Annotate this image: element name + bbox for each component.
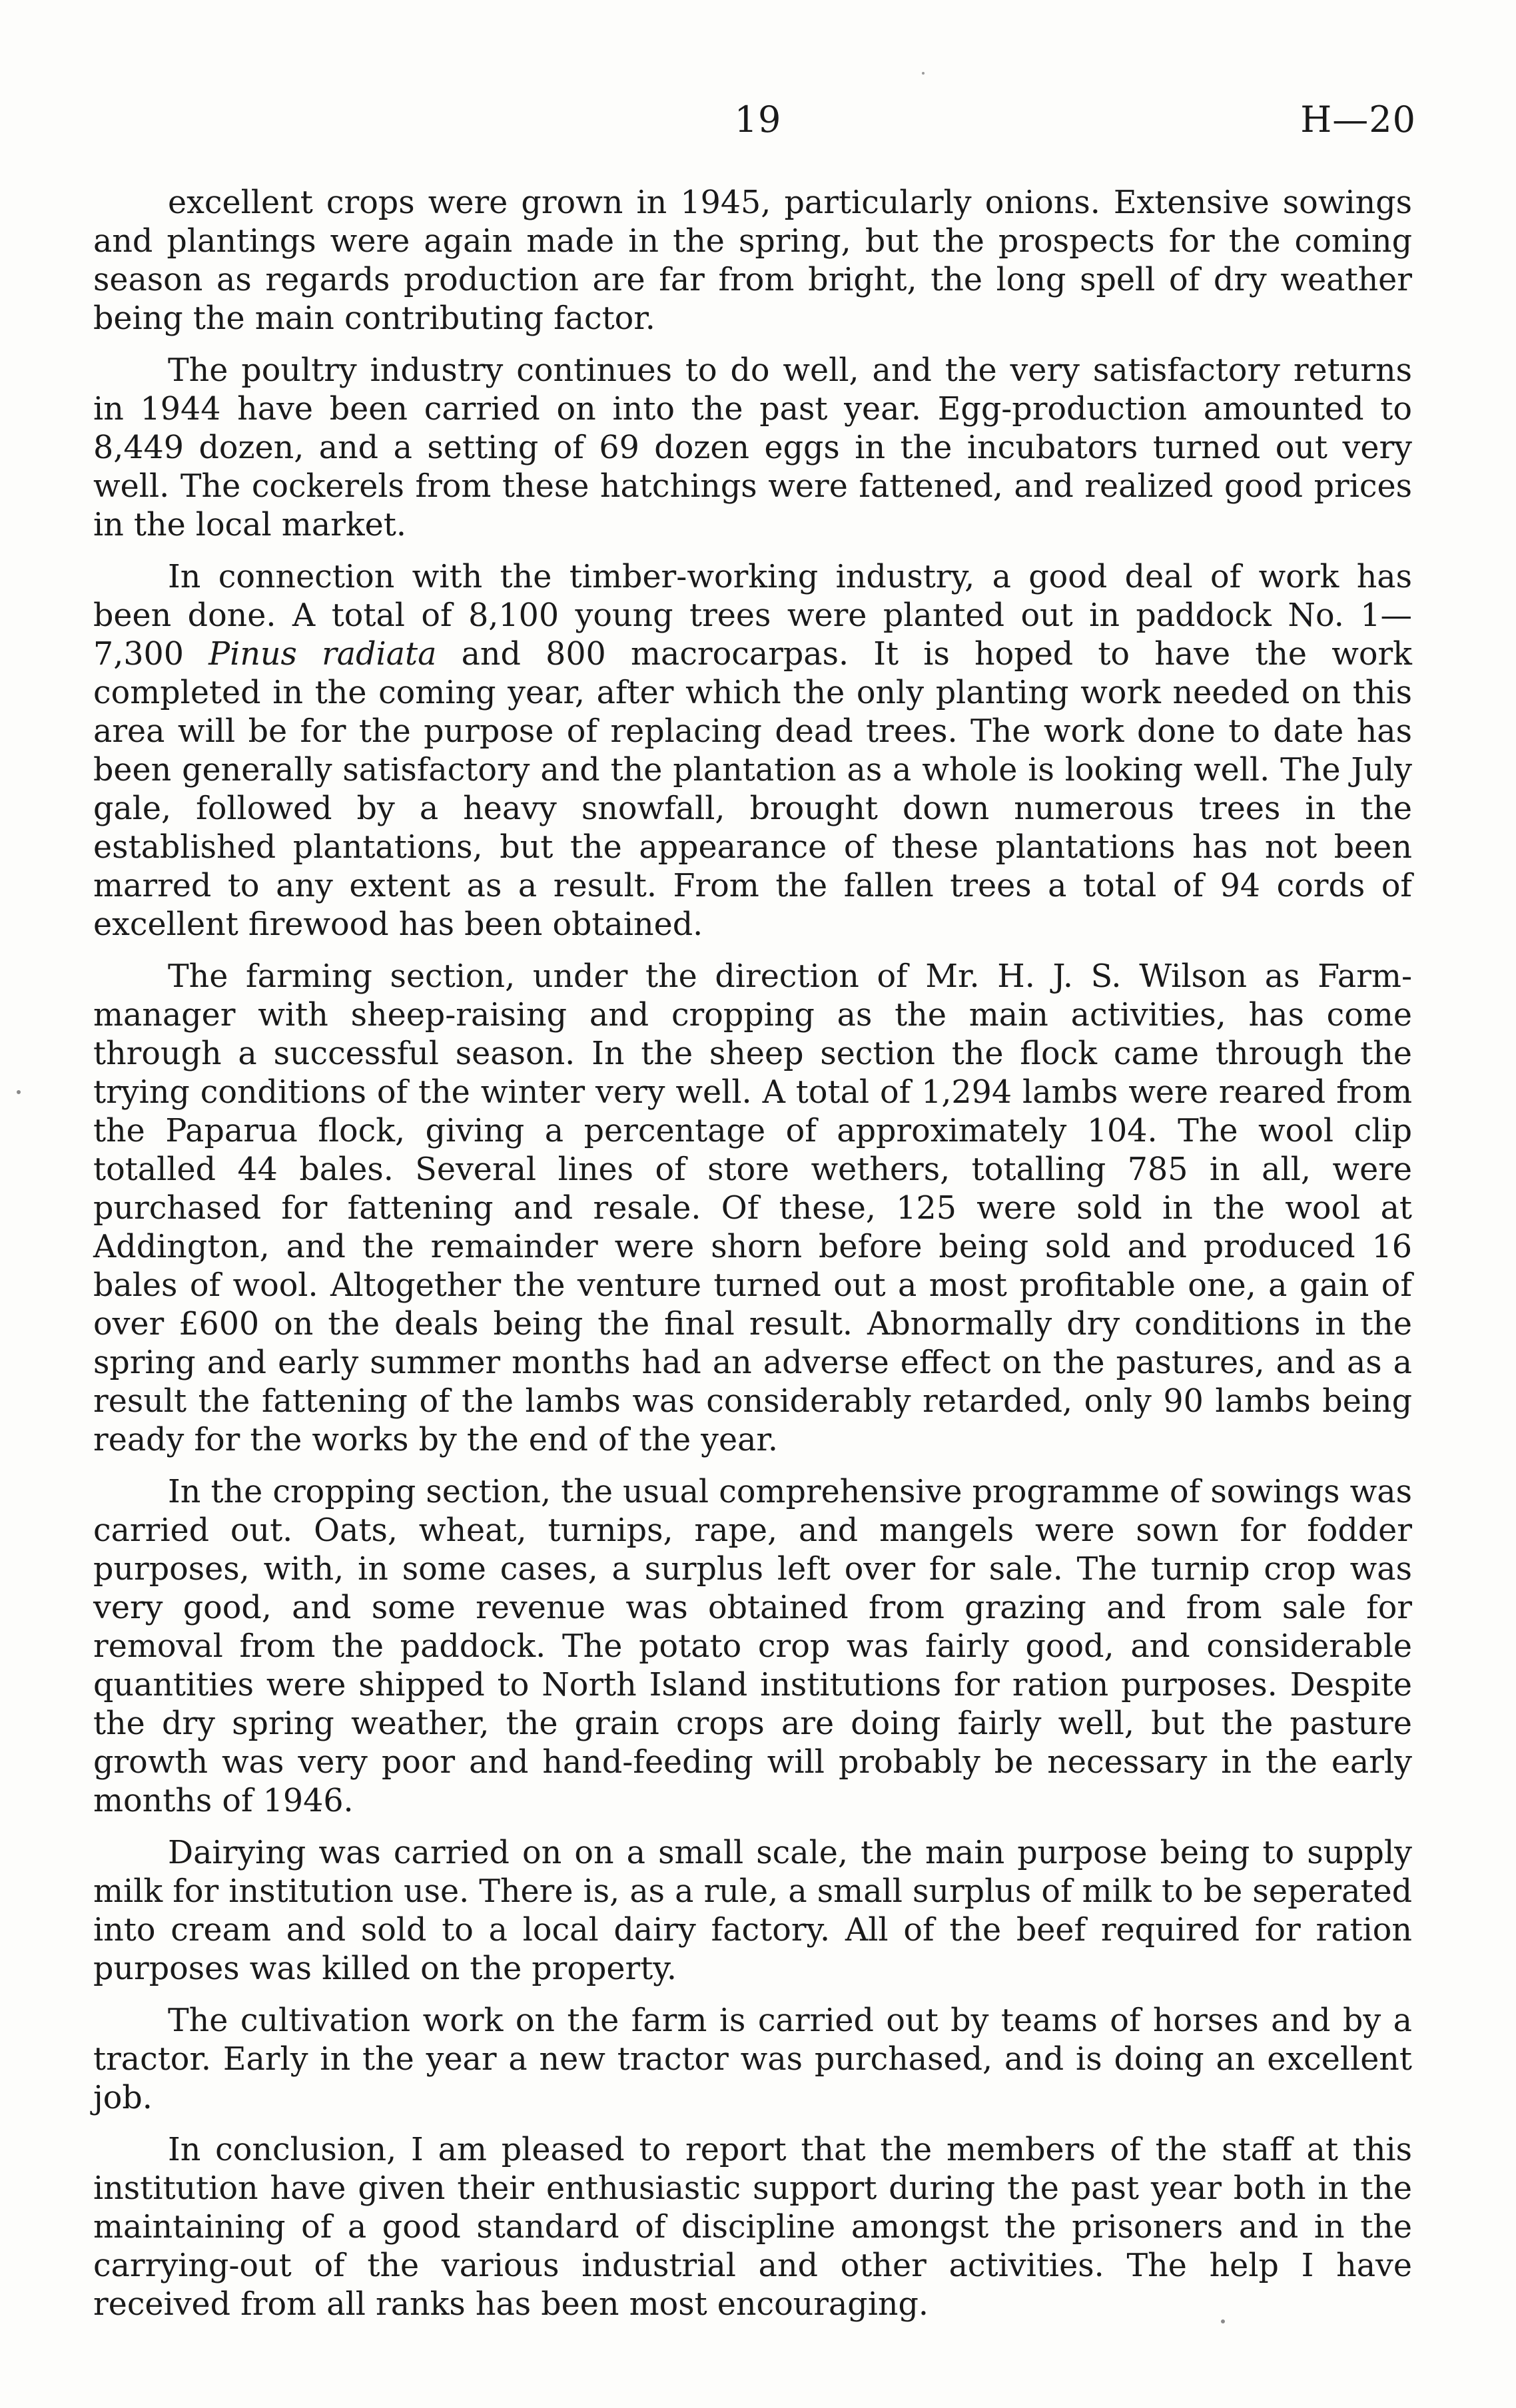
paragraph-dairying [93, 1834, 1412, 1988]
paragraph-poultry [93, 352, 1412, 545]
paragraph-text: The cultivation work on the farm is carried out by teams of horses and by a tractor. Early in the year a new tractor was purchased, and is doing an excellent job. [93, 2002, 1412, 2116]
paragraph-text: The farming section, under the direction of Mr. H. J. S. Wilson as Farm-manager with sheep-raising and cropping as the main activities, has come through a successful season. In the sheep section the flock came through the trying conditions of the winter very well. A total of 1,294 lambs were reared from the Paparua flock, giving a percentage of approximately 104. The wool clip totalled 44 bales. Several lines of store wethers, totalling 785 in all, were purchased for fattening and resale. Of these, 125 were sold in the wool at Addington, and the remainder were shorn before being sold and produced 16 bales of wool. Altogether the venture turned out a most profitable one, a gain of over £600 on the deals being the final result. Abnormally dry conditions in the spring and early summer months had an adverse effect on the pastures, and as a result the fattening of the lambs was considerably retarded, only 90 lambs being ready for the works by the end of the year. [93, 958, 1412, 1458]
paragraph-farming [93, 958, 1412, 1460]
paragraph-text: In conclusion, I am pleased to report that the members of the staff at this institution have given their enthusiastic support during the past year both in the maintaining of a good standard of discipline amongst the prisoners and in the carrying-out of the various industrial and other activities. The help I have received from all ranks has been most encouraging. [93, 2132, 1412, 2323]
paragraph-conclusion [93, 2131, 1412, 2324]
page-number: 19 [734, 99, 782, 141]
paragraph-text: In the cropping section, the usual comprehensive programme of sowings was carried out. Oats, wheat, turnips, rape, and mangels were sown for fodder purposes, with, in some cases, a surplus left over for sale. The turnip crop was very good, and some revenue was obtained from grazing and from sale for removal from the paddock. The potato crop was fairly good, and considerable quantities were shipped to North Island institutions for ration purposes. Despite the dry spring weather, the grain crops are doing fairly well, but the pasture growth was very poor and hand-feeding will probably be necessary in the early months of 1946. [93, 1474, 1412, 1819]
paragraph-cultivation [93, 2002, 1412, 2118]
paragraph-crops [93, 184, 1412, 338]
body-text [93, 184, 1412, 2337]
paragraph-text: Dairying was carried on on a small scale, the main purpose being to supply milk for institution use. There is, as a rule, a small surplus of milk to be seperated into cream and sold to a local dairy factory. All of the beef required for ration purposes was killed on the property. [93, 1835, 1412, 1987]
scan-speck [922, 72, 925, 75]
paragraph-text: and 800 macrocarpas. It is hoped to have the work completed in the coming year, after which the only planting work needed on this area will be for the purpose of replacing dead trees. The work done to date has been generally satisfactory and the plantation as a whole is looking well. The July gale, followed by a heavy snowfall, brought down numerous trees in the established plantations, but the appearance of these plantations has not been marred to any extent as a result. From the fallen trees a total of 94 cords of excellent firewood has been obtained. [93, 636, 1412, 943]
species-name: Pinus radiata [208, 636, 437, 673]
paragraph-text: In connection with the timber-working industry, a good deal of work has been done. A total of 8,100 young trees were planted out in paddock No. 1—7,300 [93, 559, 1412, 673]
paragraph-cropping [93, 1473, 1412, 1821]
paragraph-text: The poultry industry continues to do well, and the very satisfactory returns in 1944 have been carried on into the past year. Egg-production amounted to 8,449 dozen, and a setting of 69 dozen eggs in the incubators turned out very well. The cockerels from these hatchings were fattened, and realized good prices in the local market. [93, 352, 1412, 543]
document-reference: H—20 [1300, 99, 1416, 141]
scan-speck [17, 1090, 21, 1094]
paragraph-timber [93, 558, 1412, 944]
paragraph-text: excellent crops were grown in 1945, particularly onions. Extensive sowings and plantings were again made in the spring, but the prospects for the coming season as regards production are far from bright, the long spell of dry weather being the main contributing factor. [93, 184, 1412, 337]
